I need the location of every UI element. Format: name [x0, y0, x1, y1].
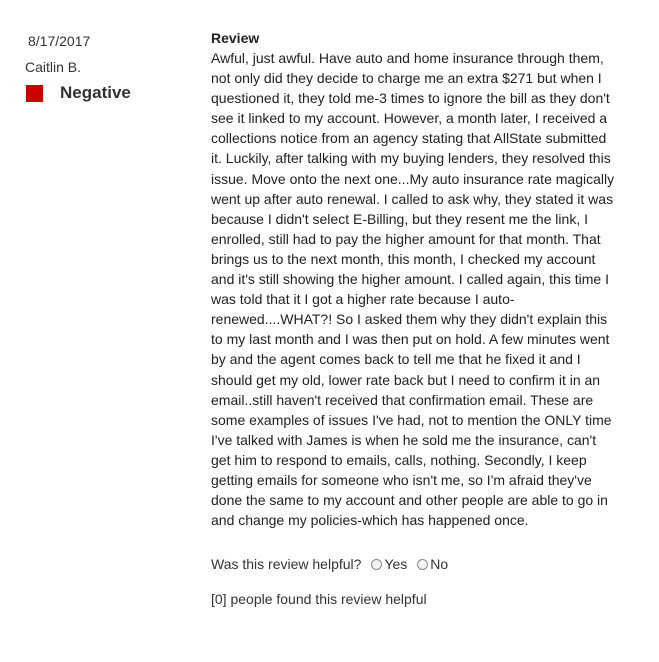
rating-label: Negative — [60, 83, 131, 102]
helpful-vote-row — [211, 554, 616, 574]
review-heading: Review — [211, 30, 260, 46]
negative-rating-swatch-icon — [26, 85, 43, 102]
yes-radio-icon[interactable] — [371, 559, 382, 570]
helpful-question: Was this review helpful? — [211, 556, 362, 573]
helpful-no-option[interactable] — [417, 556, 448, 572]
review-meta — [25, 31, 185, 105]
helpful-no-label[interactable]: No — [430, 556, 449, 573]
review-content — [211, 29, 616, 609]
review-date: 8/17/2017 — [28, 33, 91, 49]
helpful-yes-option[interactable] — [371, 556, 407, 572]
no-radio-icon[interactable] — [417, 559, 428, 570]
helpful-count: [0] people found this review helpful — [211, 591, 427, 608]
helpful-yes-label[interactable]: Yes — [384, 556, 408, 573]
rating-indicator — [25, 81, 185, 105]
reviewer-name: Caitlin B. — [25, 59, 82, 75]
review-body: Awful, just awful. Have auto and home insurance through them, not only did they decide to charge me an extra $271 but when I questioned it, they told me-3 times to ignore the bill as they don't see it linked to my account. However, a month later, I received a collections notice from an agency stating that AllState submitted it. Luckily, after talking with my buying lenders, they resolved this issue. Move onto the next one...My auto insurance rate magically went up after auto renewal. I called to ask why, they stated it was because I didn't select E-Billing, but they resent me the link, I enrolled, still had to pay the higher amount for that month. That brings us to the next month, this month, I checked my account and it's still showing the higher amount. I called again, this time I was told that it I got a higher rate because I auto-renewed....WHAT?! So I asked them why they didn't explain this to my last month and I was then put on hold. A few minutes went by and the agent comes back to tell me that he fixed it and I should get my old, lower rate back but I need to confirm it in an email..still haven't received that confirmation email. These are some examples of issues I've had, not to mention the ONLY time I've talked with James is when he sold me the insurance, can't get him to respond to emails, calls, nothing. Secondly, I keep getting emails for someone who isn't me, so I'm afraid they've done the same to my account and other people are able to go in and change my policies-which has happened once. — [211, 50, 615, 529]
